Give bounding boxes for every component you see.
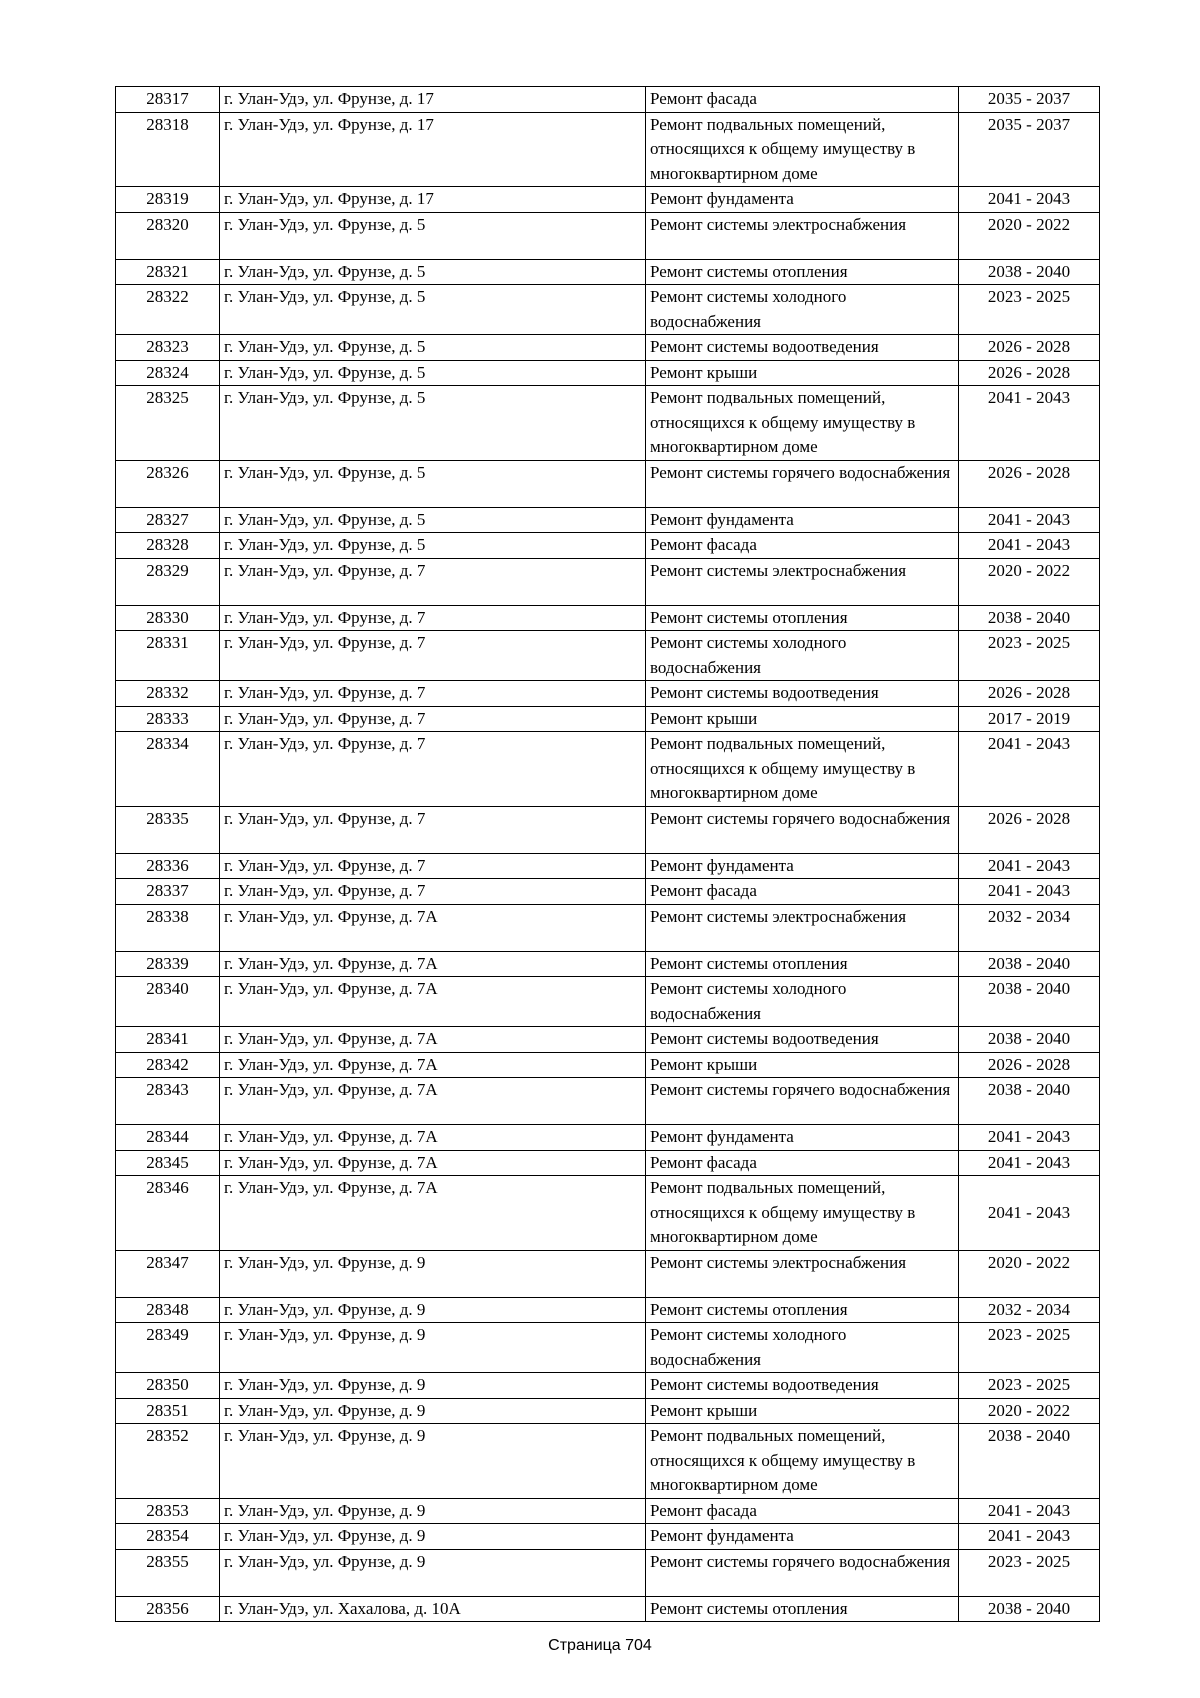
work-type-cell: Ремонт системы отопления (646, 1297, 959, 1323)
table-row (116, 533, 1100, 559)
work-type-cell: Ремонт подвальных помещений, относящихся к общему имуществу в многоквартирном доме (646, 732, 959, 807)
work-type-cell: Ремонт фасада (646, 1498, 959, 1524)
address-cell: г. Улан-Удэ, ул. Фрунзе, д. 17 (220, 87, 646, 113)
row-id-cell: 28355 (116, 1549, 220, 1596)
work-type-cell: Ремонт фундамента (646, 1125, 959, 1151)
table-row (116, 1297, 1100, 1323)
table-row (116, 1250, 1100, 1297)
address-cell: г. Улан-Удэ, ул. Фрунзе, д. 7А (220, 977, 646, 1027)
table-row (116, 1373, 1100, 1399)
work-type-cell: Ремонт системы отопления (646, 259, 959, 285)
address-cell: г. Улан-Удэ, ул. Фрунзе, д. 7 (220, 706, 646, 732)
address-cell: г. Улан-Удэ, ул. Фрунзе, д. 7А (220, 1078, 646, 1125)
period-cell: 2023 - 2025 (959, 631, 1100, 681)
address-cell: г. Улан-Удэ, ул. Фрунзе, д. 9 (220, 1250, 646, 1297)
table-row (116, 904, 1100, 951)
work-type-cell: Ремонт фундамента (646, 507, 959, 533)
address-cell: г. Улан-Удэ, ул. Фрунзе, д. 5 (220, 386, 646, 461)
period-cell: 2020 - 2022 (959, 558, 1100, 605)
row-id-cell: 28335 (116, 806, 220, 853)
period-cell: 2038 - 2040 (959, 951, 1100, 977)
period-cell: 2038 - 2040 (959, 1027, 1100, 1053)
table-row (116, 1052, 1100, 1078)
work-type-cell: Ремонт подвальных помещений, относящихся к общему имуществу в многоквартирном доме (646, 1176, 959, 1251)
table-row (116, 951, 1100, 977)
row-id-cell: 28351 (116, 1398, 220, 1424)
address-cell: г. Улан-Удэ, ул. Фрунзе, д. 17 (220, 187, 646, 213)
period-cell: 2035 - 2037 (959, 112, 1100, 187)
work-type-cell: Ремонт крыши (646, 360, 959, 386)
work-type-cell: Ремонт фундамента (646, 853, 959, 879)
period-cell: 2038 - 2040 (959, 977, 1100, 1027)
table-row (116, 460, 1100, 507)
table-row (116, 285, 1100, 335)
address-cell: г. Улан-Удэ, ул. Фрунзе, д. 5 (220, 285, 646, 335)
period-cell: 2023 - 2025 (959, 1549, 1100, 1596)
address-cell: г. Улан-Удэ, ул. Фрунзе, д. 7А (220, 1125, 646, 1151)
row-id-cell: 28320 (116, 212, 220, 259)
row-id-cell: 28323 (116, 335, 220, 361)
work-type-cell: Ремонт системы водоотведения (646, 335, 959, 361)
work-type-cell: Ремонт крыши (646, 1052, 959, 1078)
period-cell: 2020 - 2022 (959, 1398, 1100, 1424)
table-row (116, 1323, 1100, 1373)
period-cell: 2026 - 2028 (959, 335, 1100, 361)
table-row (116, 87, 1100, 113)
table-row (116, 112, 1100, 187)
table-row (116, 1125, 1100, 1151)
row-id-cell: 28332 (116, 681, 220, 707)
address-cell: г. Улан-Удэ, ул. Фрунзе, д. 7 (220, 853, 646, 879)
address-cell: г. Улан-Удэ, ул. Фрунзе, д. 9 (220, 1524, 646, 1550)
row-id-cell: 28345 (116, 1150, 220, 1176)
row-id-cell: 28347 (116, 1250, 220, 1297)
row-id-cell: 28339 (116, 951, 220, 977)
row-id-cell: 28349 (116, 1323, 220, 1373)
page-number: Страница 704 (548, 1637, 652, 1654)
address-cell: г. Улан-Удэ, ул. Фрунзе, д. 9 (220, 1373, 646, 1399)
work-type-cell: Ремонт системы электроснабжения (646, 212, 959, 259)
work-type-cell: Ремонт системы электроснабжения (646, 1250, 959, 1297)
row-id-cell: 28337 (116, 879, 220, 905)
table-row (116, 212, 1100, 259)
address-cell: г. Улан-Удэ, ул. Хахалова, д. 10А (220, 1596, 646, 1622)
address-cell: г. Улан-Удэ, ул. Фрунзе, д. 7А (220, 1027, 646, 1053)
address-cell: г. Улан-Удэ, ул. Фрунзе, д. 9 (220, 1498, 646, 1524)
period-cell: 2038 - 2040 (959, 1424, 1100, 1499)
work-type-cell: Ремонт системы холодного водоснабжения (646, 977, 959, 1027)
address-cell: г. Улан-Удэ, ул. Фрунзе, д. 7 (220, 631, 646, 681)
work-type-cell: Ремонт крыши (646, 1398, 959, 1424)
address-cell: г. Улан-Удэ, ул. Фрунзе, д. 7 (220, 806, 646, 853)
table-row (116, 605, 1100, 631)
period-cell: 2035 - 2037 (959, 87, 1100, 113)
period-cell: 2041 - 2043 (959, 386, 1100, 461)
period-cell: 2020 - 2022 (959, 1250, 1100, 1297)
row-id-cell: 28318 (116, 112, 220, 187)
table-row (116, 1176, 1100, 1251)
row-id-cell: 28342 (116, 1052, 220, 1078)
row-id-cell: 28343 (116, 1078, 220, 1125)
row-id-cell: 28356 (116, 1596, 220, 1622)
row-id-cell: 28317 (116, 87, 220, 113)
work-type-cell: Ремонт системы горячего водоснабжения (646, 1078, 959, 1125)
table-row (116, 853, 1100, 879)
address-cell: г. Улан-Удэ, ул. Фрунзе, д. 9 (220, 1549, 646, 1596)
table-row (116, 1078, 1100, 1125)
period-cell: 2041 - 2043 (959, 1176, 1100, 1251)
row-id-cell: 28340 (116, 977, 220, 1027)
row-id-cell: 28328 (116, 533, 220, 559)
row-id-cell: 28321 (116, 259, 220, 285)
row-id-cell: 28322 (116, 285, 220, 335)
address-cell: г. Улан-Удэ, ул. Фрунзе, д. 17 (220, 112, 646, 187)
row-id-cell: 28331 (116, 631, 220, 681)
work-type-cell: Ремонт системы водоотведения (646, 1027, 959, 1053)
work-type-cell: Ремонт системы горячего водоснабжения (646, 806, 959, 853)
work-type-cell: Ремонт подвальных помещений, относящихся к общему имуществу в многоквартирном доме (646, 386, 959, 461)
address-cell: г. Улан-Удэ, ул. Фрунзе, д. 7А (220, 1150, 646, 1176)
period-cell: 2023 - 2025 (959, 1373, 1100, 1399)
work-type-cell: Ремонт системы отопления (646, 1596, 959, 1622)
work-type-cell: Ремонт системы водоотведения (646, 1373, 959, 1399)
table-row (116, 706, 1100, 732)
address-cell: г. Улан-Удэ, ул. Фрунзе, д. 7 (220, 879, 646, 905)
address-cell: г. Улан-Удэ, ул. Фрунзе, д. 5 (220, 507, 646, 533)
address-cell: г. Улан-Удэ, ул. Фрунзе, д. 7 (220, 558, 646, 605)
period-cell: 2041 - 2043 (959, 187, 1100, 213)
row-id-cell: 28325 (116, 386, 220, 461)
row-id-cell: 28341 (116, 1027, 220, 1053)
table-row (116, 1549, 1100, 1596)
period-cell: 2026 - 2028 (959, 806, 1100, 853)
row-id-cell: 28333 (116, 706, 220, 732)
row-id-cell: 28352 (116, 1424, 220, 1499)
table-row (116, 507, 1100, 533)
period-cell: 2038 - 2040 (959, 1078, 1100, 1125)
work-type-cell: Ремонт системы электроснабжения (646, 558, 959, 605)
work-type-cell: Ремонт фасада (646, 87, 959, 113)
repair-schedule-table (115, 86, 1100, 1622)
address-cell: г. Улан-Удэ, ул. Фрунзе, д. 7 (220, 605, 646, 631)
work-type-cell: Ремонт системы горячего водоснабжения (646, 1549, 959, 1596)
table-row (116, 806, 1100, 853)
period-cell: 2023 - 2025 (959, 1323, 1100, 1373)
table-row (116, 259, 1100, 285)
address-cell: г. Улан-Удэ, ул. Фрунзе, д. 7А (220, 1176, 646, 1251)
row-id-cell: 28329 (116, 558, 220, 605)
work-type-cell: Ремонт системы холодного водоснабжения (646, 285, 959, 335)
period-cell: 2026 - 2028 (959, 360, 1100, 386)
row-id-cell: 28326 (116, 460, 220, 507)
row-id-cell: 28319 (116, 187, 220, 213)
work-type-cell: Ремонт фасада (646, 533, 959, 559)
table-row (116, 1424, 1100, 1499)
period-cell: 2023 - 2025 (959, 285, 1100, 335)
period-cell: 2026 - 2028 (959, 681, 1100, 707)
row-id-cell: 28346 (116, 1176, 220, 1251)
period-cell: 2038 - 2040 (959, 1596, 1100, 1622)
period-cell: 2026 - 2028 (959, 1052, 1100, 1078)
period-cell: 2026 - 2028 (959, 460, 1100, 507)
period-cell: 2041 - 2043 (959, 1524, 1100, 1550)
period-cell: 2032 - 2034 (959, 1297, 1100, 1323)
table-row (116, 558, 1100, 605)
row-id-cell: 28334 (116, 732, 220, 807)
address-cell: г. Улан-Удэ, ул. Фрунзе, д. 7А (220, 951, 646, 977)
address-cell: г. Улан-Удэ, ул. Фрунзе, д. 5 (220, 360, 646, 386)
work-type-cell: Ремонт системы горячего водоснабжения (646, 460, 959, 507)
period-cell: 2032 - 2034 (959, 904, 1100, 951)
work-type-cell: Ремонт системы водоотведения (646, 681, 959, 707)
row-id-cell: 28348 (116, 1297, 220, 1323)
work-type-cell: Ремонт системы электроснабжения (646, 904, 959, 951)
address-cell: г. Улан-Удэ, ул. Фрунзе, д. 5 (220, 212, 646, 259)
address-cell: г. Улан-Удэ, ул. Фрунзе, д. 5 (220, 533, 646, 559)
row-id-cell: 28354 (116, 1524, 220, 1550)
address-cell: г. Улан-Удэ, ул. Фрунзе, д. 7 (220, 681, 646, 707)
address-cell: г. Улан-Удэ, ул. Фрунзе, д. 9 (220, 1424, 646, 1499)
table-row (116, 187, 1100, 213)
row-id-cell: 28338 (116, 904, 220, 951)
table-row (116, 681, 1100, 707)
period-cell: 2041 - 2043 (959, 533, 1100, 559)
table-row (116, 386, 1100, 461)
address-cell: г. Улан-Удэ, ул. Фрунзе, д. 7 (220, 732, 646, 807)
table-row (116, 1596, 1100, 1622)
work-type-cell: Ремонт подвальных помещений, относящихся к общему имуществу в многоквартирном доме (646, 1424, 959, 1499)
table-row (116, 879, 1100, 905)
address-cell: г. Улан-Удэ, ул. Фрунзе, д. 7А (220, 1052, 646, 1078)
work-type-cell: Ремонт фасада (646, 879, 959, 905)
row-id-cell: 28330 (116, 605, 220, 631)
work-type-cell: Ремонт системы отопления (646, 605, 959, 631)
period-cell: 2041 - 2043 (959, 507, 1100, 533)
work-type-cell: Ремонт подвальных помещений, относящихся к общему имуществу в многоквартирном доме (646, 112, 959, 187)
work-type-cell: Ремонт крыши (646, 706, 959, 732)
table-row (116, 360, 1100, 386)
row-id-cell: 28336 (116, 853, 220, 879)
table-row (116, 1498, 1100, 1524)
work-type-cell: Ремонт системы отопления (646, 951, 959, 977)
table-row (116, 1398, 1100, 1424)
table-row (116, 631, 1100, 681)
table-row (116, 1150, 1100, 1176)
row-id-cell: 28324 (116, 360, 220, 386)
address-cell: г. Улан-Удэ, ул. Фрунзе, д. 5 (220, 259, 646, 285)
period-cell: 2017 - 2019 (959, 706, 1100, 732)
period-cell: 2038 - 2040 (959, 259, 1100, 285)
work-type-cell: Ремонт фасада (646, 1150, 959, 1176)
period-cell: 2041 - 2043 (959, 1498, 1100, 1524)
address-cell: г. Улан-Удэ, ул. Фрунзе, д. 5 (220, 335, 646, 361)
row-id-cell: 28350 (116, 1373, 220, 1399)
period-cell: 2041 - 2043 (959, 853, 1100, 879)
row-id-cell: 28344 (116, 1125, 220, 1151)
period-cell: 2041 - 2043 (959, 1150, 1100, 1176)
address-cell: г. Улан-Удэ, ул. Фрунзе, д. 9 (220, 1297, 646, 1323)
work-type-cell: Ремонт системы холодного водоснабжения (646, 1323, 959, 1373)
period-cell: 2038 - 2040 (959, 605, 1100, 631)
row-id-cell: 28327 (116, 507, 220, 533)
address-cell: г. Улан-Удэ, ул. Фрунзе, д. 9 (220, 1398, 646, 1424)
period-cell: 2041 - 2043 (959, 732, 1100, 807)
table-row (116, 335, 1100, 361)
table-row (116, 1027, 1100, 1053)
table-row (116, 977, 1100, 1027)
work-type-cell: Ремонт фундамента (646, 1524, 959, 1550)
address-cell: г. Улан-Удэ, ул. Фрунзе, д. 5 (220, 460, 646, 507)
work-type-cell: Ремонт фундамента (646, 187, 959, 213)
address-cell: г. Улан-Удэ, ул. Фрунзе, д. 7А (220, 904, 646, 951)
table-body (116, 87, 1100, 1622)
work-type-cell: Ремонт системы холодного водоснабжения (646, 631, 959, 681)
period-cell: 2020 - 2022 (959, 212, 1100, 259)
address-cell: г. Улан-Удэ, ул. Фрунзе, д. 9 (220, 1323, 646, 1373)
period-cell: 2041 - 2043 (959, 879, 1100, 905)
row-id-cell: 28353 (116, 1498, 220, 1524)
period-cell: 2041 - 2043 (959, 1125, 1100, 1151)
table-row (116, 732, 1100, 807)
table-row (116, 1524, 1100, 1550)
